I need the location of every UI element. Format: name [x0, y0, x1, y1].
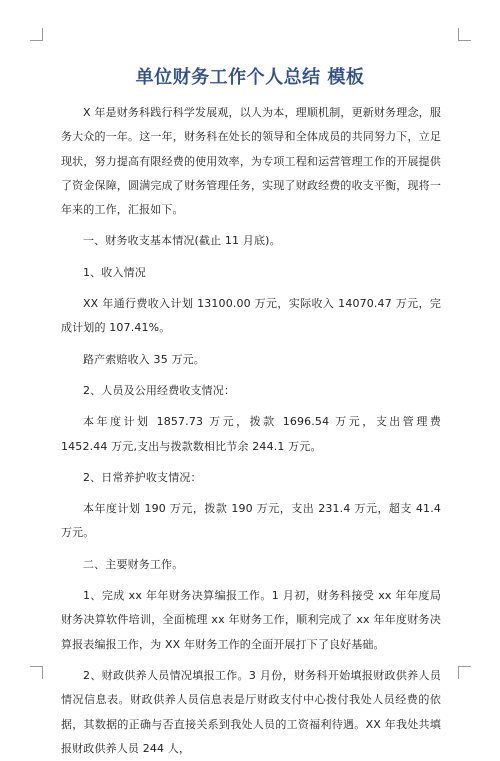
corner-mark-top-left	[30, 28, 43, 41]
subheading-income: 1、收入情况	[83, 265, 146, 279]
paragraph-maintenance: 本年度计划 190 万元，拨款 190 万元，支出 231.4 万元，超支 41.4 万元。	[61, 502, 441, 540]
heading-revenue-expenditure: 一、财务收支基本情况(截止 11 月底)。	[83, 234, 281, 248]
subheading-personnel-funds: 2、人员及公用经费收支情况：	[83, 383, 236, 397]
paragraph-intro: X 年是财务科践行科学发展观，以人为本，理顺机制，更新财务理念，服务大众的一年。这一年，财务科在处长的领导和全体成员的共同努力下，立足现状，努力提高有限经费的使用效率，为专项工程和运营管理工作的开展提供了资金保障，圆满完成了财务管理任务，实现了财政经费的收支平衡，现将一年来的工作，汇报如下。	[61, 106, 441, 217]
paragraph-staff-info: 2、财政供养人员情况填报工作。3 月份，财务科开始填报财政供养人员情况信息表。财政供养人员信息表是厅财政支付中心拨付我处人员经费的依据，其数据的正确与否直接关系到我处人员的工资福利待遇。XX 年我处共填报财政供养人员 244 人，	[61, 668, 441, 755]
document-body	[61, 101, 441, 761]
paragraph-final-accounts: 1、完成 xx 年年财务决算编报工作。1 月初，财务科接受 xx 年年度局财务决算软件培训，全面梳理 xx 年财务工作，顺利完成了 xx 年年度财务决算报表编报工作，为 XX 年财务工作的全面开展打下了良好基础。	[61, 589, 441, 651]
paragraph-toll-income: XX 年通行费收入计划 13100.00 万元，实际收入 14070.47 万元，完成计划的 107.41%。	[61, 297, 441, 335]
corner-mark-bottom-right	[458, 666, 471, 679]
subheading-maintenance: 2、日常养护收支情况：	[83, 470, 202, 484]
corner-mark-top-right	[458, 28, 471, 41]
paragraph-personnel-funds: 本年度计划 1857.73 万元，拨款 1696.54 万元，支出管理费 1452.44 万元,支出与拨款数相比节余 244.1 万元。	[61, 415, 441, 453]
document-title: 单位财务工作个人总结 模板	[135, 67, 365, 88]
paragraph-claim-income: 路产索赔收入 35 万元。	[83, 352, 205, 366]
corner-mark-bottom-left	[30, 666, 43, 679]
heading-main-work: 二、主要财务工作。	[83, 557, 184, 571]
